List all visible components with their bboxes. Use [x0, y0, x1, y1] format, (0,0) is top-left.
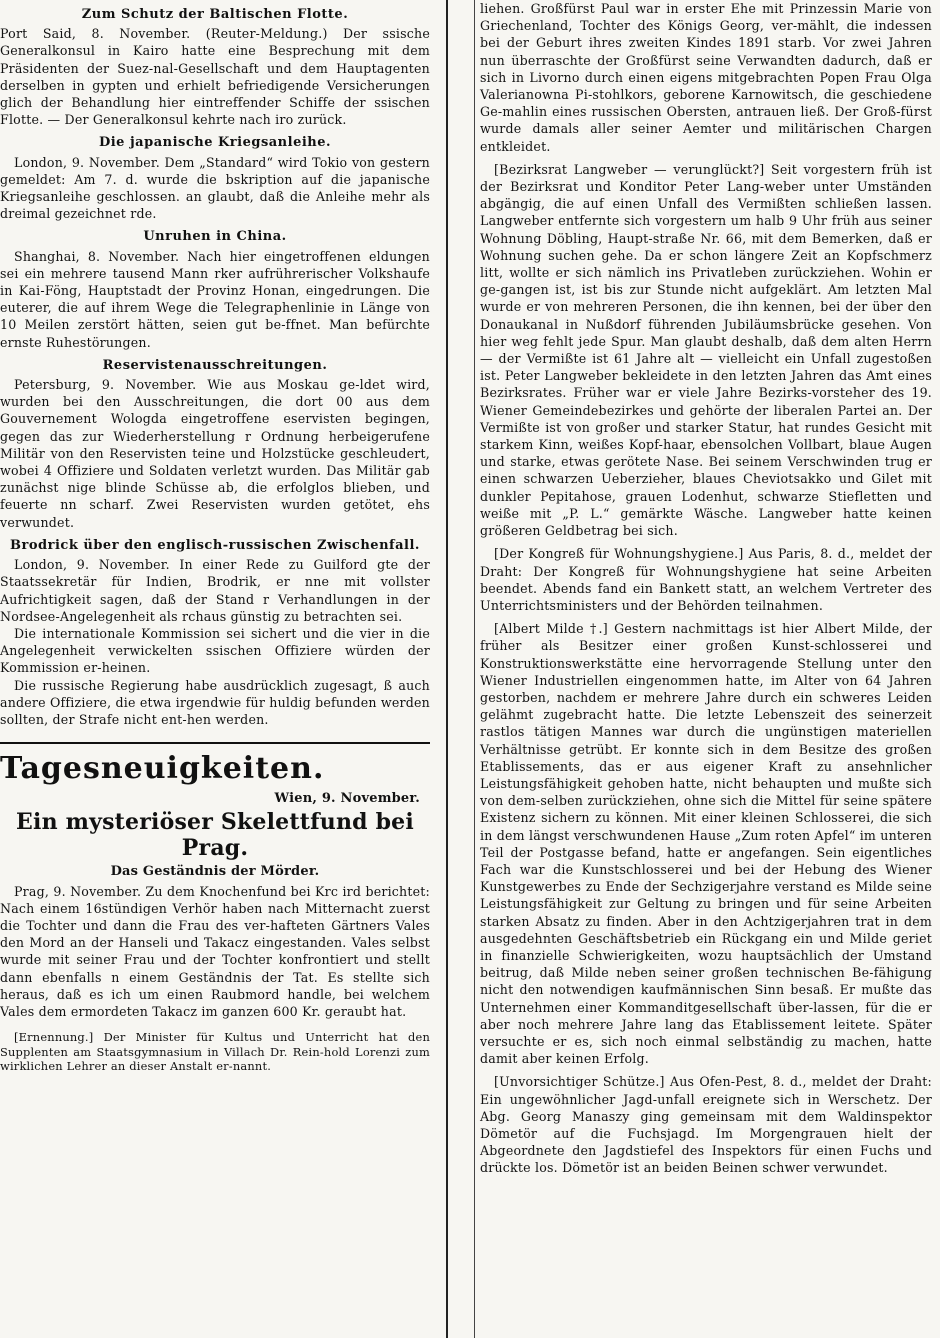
article-london-standard: London, 9. November. Dem „Standard“ wird Tokio von gestern gemeldet: Am 7. d. wurde die bskription auf die japanische Kriegsanleihe geschlossen. an glaubt, daß die Anleihe mehr als dreimal gezeichnet rde. [0, 154, 430, 222]
column-divider [446, 0, 448, 1338]
left-column [0, 0, 436, 1338]
article-port-said: Port Said, 8. November. (Reuter-Meldung.) Der ssische Generalkonsul in Kairo hatte eine Besprechung mit dem Präsidenten der Suez-nal-Gesellschaft und dem Hauptagenten derselben in gypten und erhielt befriedigende Versicherungen glich der Behandlung hier eintreffender Schiffe der ssischen Flotte. — Der Generalkonsul kehrte nach iro zurück. [0, 26, 430, 128]
article-langweber: [Bezirksrat Langweber — verunglückt?] Seit vorgestern früh ist der Bezirksrat und Konditor Peter Lang-weber unter Umständen abgängig, die auf einen Unfall des Vermißten schließen lassen. Langweber entfernte sich vorgestern um halb 9 Uhr früh aus seiner Wohnung Döbling, Haupt-straße Nr. 66, mit dem Bemerken, daß er Wohnung suchen gehe. Da er schon längere Zeit an Kopfschmerz litt, wollte er sich nämlich ins Privatleben zurückziehen. Wohin er ge-gangen ist, ist bis zur Stunde nicht aufgeklärt. Am letzten Mal wurde er von mehreren Personen, die ihn kennen, bei der über den Donaukanal in Nußdorf führenden Jubiläumsbrücke gesehen. Von hier weg fehlt jede Spur. Man glaubt deshalb, daß dem alten Herrn — der Vermißte ist 61 Jahre alt — vielleicht ein Unfall zugestoßen ist. Peter Langweber bekleidete in den letzten Jahren das Amt eines Bezirksrates. Früher war er viele Jahre Bezirks-vorsteher des 19. Wiener Gemeindebezirkes und gehörte der liberalen Partei an. Der Vermißte ist von großer und starker Statur, hat rundes Gesicht mit starkem Kinn, weißes Kopf-haar, ebensolchen Vollbart, blaue Augen und starke, etwas gerötete Nase. Bei seinem Verschwinden trug er einen schwarzen Ueberzieher, blaues Cheviotsakko und Gilet mit dunkler Pepitahose, grauen Lodenhut, schwarze Stiefletten und weiße mit „P. L.“ gemärkte Wäsche. Langweber hatte keinen größeren Geldbetrag bei sich. [480, 161, 932, 539]
heading-kriegsanleihe: Die japanische Kriegsanleihe. [98, 135, 332, 151]
dateline: Wien, 9. November. [274, 791, 420, 807]
section-banner: Tagesneuigkeiten. [0, 742, 430, 786]
article-ernennung: [Ernennung.] Der Minister für Kultus und Unterricht hat den Supplenten am Staatsgymnasium in Villach Dr. Rein-hold Lorenzi zum wirklichen Lehrer an dieser Anstalt er-nannt. [0, 1030, 430, 1074]
right-column [452, 0, 940, 1338]
heading-reservisten: Reservistenausschreitungen. [102, 357, 328, 373]
article-grossfuerst: liehen. Großfürst Paul war in erster Ehe mit Prinzessin Marie von Griechenland, Tochter des Königs Georg, ver-mählt, die indessen bei der Geburt ihres zweiten Kindes 1891 starb. Vor zwei Jahren nun überraschte der Großfürst seine Verwandten dadurch, daß er sich in Livorno durch einen eigens mitgebrachten Popen Frau Olga Valerianowna Pi-stohlkors, geborene Karnowitsch, die geschiedene Ge-mahlin eines russischen Obersten, antrauen ließ. Der Groß-fürst wurde damals aller seiner Aemter und militärischen Chargen entkleidet. [480, 1, 932, 154]
article-milde: [Albert Milde †.] Gestern nachmittags ist hier Albert Milde, der früher als Besitzer einer großen Kunst-schlosserei und Konstruktionswerkstätte eine hervorragende Stellung unter den Wiener Industriellen eingenommen hatte, im Alter von 64 Jahren gestorben, nachdem er mehrere Jahre durch ein schweres Leiden gelähmt zugebracht hatte. Die letzte Lebenszeit des seinerzeit rastlos tätigen Mannes war durch die ungünstigen materiellen Verhältnisse getrübt. Er konnte sich in dem Besitze des großen Etablissements, das er aus eigener Kraft zu ansehnlicher Leistungsfähigkeit gehoben hatte, nicht behaupten und mußte sich von dem-selben zurückziehen, ohne sich die Mittel für seine spätere Existenz sichern zu können. Mit einer kleinen Schlosserei, die sich in dem längst verschwundenen Hause „Zum roten Apfel“ im unteren Teil der Postgasse befand, hatte er angefangen. Sein eigentliches Fach war die Kunstschlosserei und bei der Hebung des Wiener Kunstgewerbes zu Ende der Sechzigerjahre verstand es Milde seine Leistungsfähigkeit zur Geltung zu bringen und für seine Arbeiten starken Absatz zu finden. Aber in den Achtzigerjahren trat in dem ausgedehnten Geschäftsbetrieb ein Rückgang ein und Milde geriet in finanzielle Schwierigkeiten, wozu hauptsächlich der Umstand beitrug, daß Milde neben seiner großen technischen Be-fähigung nicht den notwendigen kaufmännischen Sinn besaß. Er mußte das Unternehmen einer Kommanditgesellschaft über-lassen, für die er aber noch mehrere Jahre lang das Etablissement leitete. Später versuchte er es, sich noch einmal selbständig zu machen, hatte damit aber keinen Erfolg. [480, 621, 932, 1067]
article-schuetze: [Unvorsichtiger Schütze.] Aus Ofen-Pest, 8. d., meldet der Draht: Ein ungewöhnlicher Jagd-unfall ereignete sich in Werschetz. Der Abg. Georg Manaszy ging gemeinsam mit dem Waldinspektor Dömetör auf die Fuchsjagd. Im Morgengrauen hielt der Abgeordnete den Jagdstiefel des Inspektors für einen Fuchs und drückte los. Dömetör ist an beiden Beinen schwer verwundet. [480, 1074, 932, 1176]
top-fragment-heading: Zum Schutz der Baltischen Flotte. [81, 7, 349, 22]
article-kommission: Die internationale Kommission sei sichert und die vier in die Angelegenheit verwickelten ssischen Offiziere würden der Kommission er-heinen. [0, 625, 430, 676]
headline-skelettfund: Ein mysteriöser Skelettfund bei Prag. [16, 809, 414, 862]
article-london-guilford: London, 9. November. In einer Rede zu Guilford gte der Staatssekretär für Indien, Brodrik, er nne mit vollster Aufrichtigkeit sagen, daß der Stand r Verhandlungen in der Nordsee-Angelegenheit als rchaus günstig zu betrachten sei. [0, 557, 430, 624]
heading-brodrick: Brodrick über den englisch-russischen Zwischenfall. [10, 537, 420, 553]
article-shanghai: Shanghai, 8. November. Nach hier eingetroffenen eldungen sei ein mehrere tausend Mann rker aufrührerischer Volkshaufe in Kai-Föng, Hauptstadt der Provinz Honan, eingedrungen. Die euterer, die auf ihrem Wege die Telegraphenlinie in Länge von 10 Meilen zerstört hätten, seien gut be-ffnet. Man befürchte ernste Ruhestörungen. [0, 248, 430, 350]
article-kongress: [Der Kongreß für Wohnungshygiene.] Aus Paris, 8. d., meldet der Draht: Der Kongreß für Wohnungshygiene hat seine Arbeiten beendet. Abends fand ein Bankett statt, an welchem Vertreter des Unterrichtsministers und der Behörden teilnahmen. [480, 546, 932, 613]
article-regierung: Die russische Regierung habe ausdrücklich zugesagt, ß auch andere Offiziere, die etwa irgendwie für huldig befunden werden sollten, der Strafe nicht ent-hen werden. [0, 677, 430, 727]
article-prag: Prag, 9. November. Zu dem Knochenfund bei Krc ird berichtet: Nach einem 16stündigen Verhör haben nach Mitternacht zuerst die Tochter und dann die Frau des ver-hafteten Gärtners Vales den Mord an der Hanseli und Takacz eingestanden. Vales selbst wurde mit seiner Frau und der Tochter konfrontiert und stellt dann ebenfalls n einem Geständnis der Tat. Es stellte sich heraus, daß es ich um einen Raubmord handle, bei welchem Vales dem ermordeten Takacz im ganzen 600 Kr. geraubt hat. [0, 883, 430, 1019]
subheading-gestaendnis: Das Geständnis der Mörder. [110, 864, 320, 880]
heading-china: Unruhen in China. [143, 229, 287, 245]
article-petersburg: Petersburg, 9. November. Wie aus Moskau ge-ldet wird, wurden bei den Ausschreitungen, die dort 00 aus dem Gouvernement Wologda eingetroffene eservisten begingen, gegen das zur Wiederherstellung r Ordnung herbeigerufene Militär von den Reservisten teine und Holzstücke geschleudert, wobei 4 Offiziere und Soldaten verletzt wurden. Das Militär gab zunächst nige blinde Schüsse ab, die erfolglos blieben, und feuerte nn scharf. Zwei Reservisten wurden getötet, ehs verwundet. [0, 377, 430, 530]
